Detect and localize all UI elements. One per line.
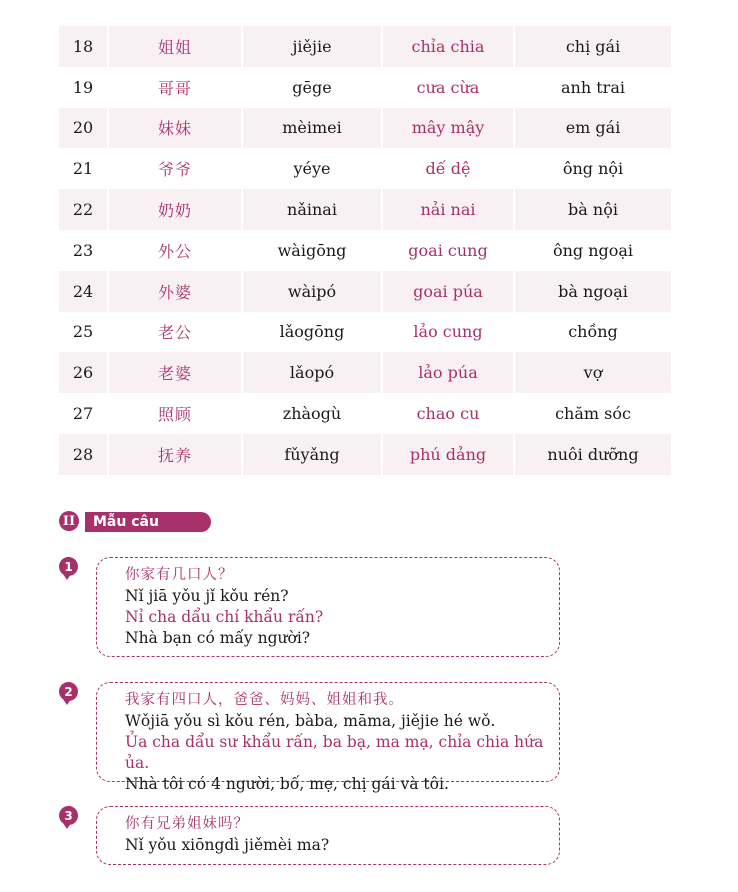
section-title: Mẫu câu [85, 512, 211, 532]
row-pinyin: lǎogōng [241, 312, 381, 353]
table-row [59, 230, 671, 271]
table-row [59, 108, 671, 149]
row-hanzi: 老婆 [107, 352, 241, 393]
row-pinyin: mèimei [241, 108, 381, 149]
table-row [59, 189, 671, 230]
row-hanzi: 妹妹 [107, 108, 241, 149]
row-pinyin: zhàogù [241, 393, 381, 434]
row-pinyin: yéye [241, 148, 381, 189]
table-row [59, 26, 671, 67]
example-number-badge: 2 [59, 682, 78, 701]
example-meaning: Nhà tôi có 4 người, bố, mẹ, chị gái và tôi. [125, 775, 449, 793]
row-number: 22 [59, 189, 107, 230]
row-meaning: nuôi dưỡng [513, 434, 671, 475]
row-reading: cưa cừa [381, 67, 513, 108]
row-hanzi: 爷爷 [107, 148, 241, 189]
row-reading: lảo púa [381, 352, 513, 393]
row-reading: chỉa chia [381, 26, 513, 67]
example-reading: Ủa cha dẩu sư khẩu rấn, ba bạ, ma mạ, chỉa chia hứa ủa. [125, 733, 544, 772]
row-reading: mây mậy [381, 108, 513, 149]
example-pinyin: Wǒjiā yǒu sì kǒu rén, bàba, māma, jiějie hé wǒ. [125, 712, 496, 730]
example-reading: Nỉ cha dẩu chí khẩu rấn? [125, 608, 324, 626]
row-pinyin: gēge [241, 67, 381, 108]
row-meaning: vợ [513, 352, 671, 393]
row-hanzi: 姐姐 [107, 26, 241, 67]
row-meaning: chị gái [513, 26, 671, 67]
example-meaning: Nhà bạn có mấy người? [125, 629, 311, 647]
table-row [59, 271, 671, 312]
row-pinyin: jiějie [241, 26, 381, 67]
row-number: 26 [59, 352, 107, 393]
table-row [59, 352, 671, 393]
row-reading: chao cu [381, 393, 513, 434]
row-number: 27 [72, 404, 94, 424]
row-number: 28 [59, 434, 107, 475]
table-row [59, 434, 671, 475]
example-number-badge: 1 [59, 557, 78, 576]
example-hanzi: 我家有四口人，爸爸、妈妈、姐姐和我。 [125, 692, 404, 708]
row-reading: goai cung [381, 230, 513, 271]
row-reading: phú dảng [381, 434, 513, 475]
example-pinyin: Nǐ yǒu xiōngdì jiěmèi ma? [125, 836, 330, 854]
table-row [59, 148, 671, 189]
row-meaning: ông nội [513, 148, 671, 189]
example-pinyin: Nǐ jiā yǒu jǐ kǒu rén? [125, 587, 289, 605]
row-number: 18 [59, 26, 107, 67]
example-box [96, 682, 560, 793]
row-number: 19 [72, 77, 94, 97]
row-meaning: anh trai [513, 67, 671, 108]
row-pinyin: wàigōng [241, 230, 381, 271]
row-reading: goai púa [381, 271, 513, 312]
row-hanzi: 抚养 [107, 434, 241, 475]
row-hanzi: 外公 [107, 230, 241, 271]
table-row [59, 393, 671, 434]
table-row [59, 312, 671, 353]
row-meaning: bà ngoại [513, 271, 671, 312]
row-number: 24 [59, 271, 107, 312]
example-number-badge: 3 [59, 806, 78, 825]
vocabulary-table [59, 26, 671, 475]
section-number-badge: II [59, 511, 79, 531]
row-hanzi: 老公 [107, 312, 241, 353]
row-hanzi: 奶奶 [107, 189, 241, 230]
example-box [96, 806, 560, 865]
row-hanzi: 照顾 [107, 393, 241, 434]
table-row [59, 67, 671, 108]
row-meaning: ông ngoại [513, 230, 671, 271]
row-number: 23 [72, 240, 94, 260]
row-meaning: bà nội [513, 189, 671, 230]
row-meaning: chồng [513, 312, 671, 353]
example-hanzi: 你有兄弟姐妹吗？ [125, 816, 249, 832]
row-hanzi: 哥哥 [107, 67, 241, 108]
row-pinyin: nǎinai [241, 189, 381, 230]
row-meaning: em gái [513, 108, 671, 149]
row-reading: nải nai [381, 189, 513, 230]
row-pinyin: lǎopó [241, 352, 381, 393]
row-reading: dế dệ [381, 148, 513, 189]
row-pinyin: wàipó [241, 271, 381, 312]
example-hanzi: 你家有几口人？ [125, 567, 234, 583]
row-meaning: chăm sóc [513, 393, 671, 434]
row-number: 20 [59, 108, 107, 149]
row-hanzi: 外婆 [107, 271, 241, 312]
row-number: 21 [72, 159, 94, 179]
row-pinyin: fǔyǎng [241, 434, 381, 475]
row-reading: lảo cung [381, 312, 513, 353]
example-box [96, 557, 560, 657]
row-number: 25 [72, 322, 94, 342]
